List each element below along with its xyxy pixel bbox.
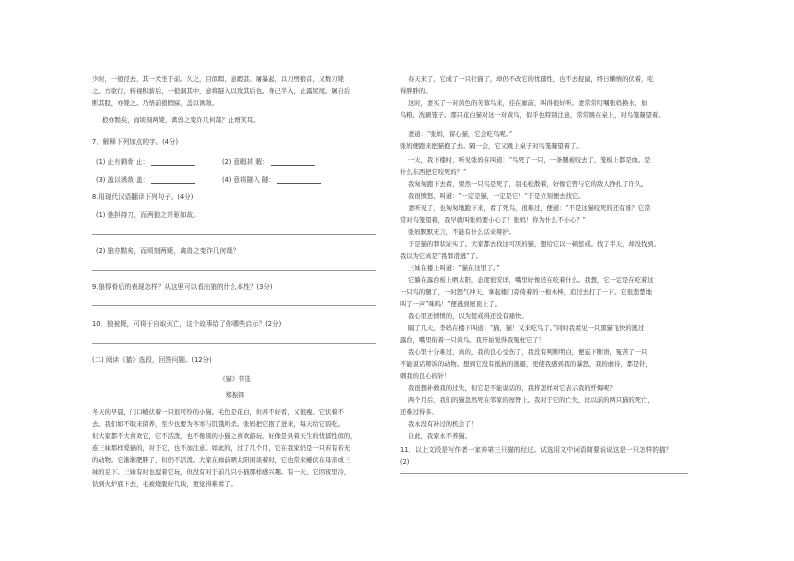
story-line: 露台，嘴里衔着一只黄鸟。我开始觉得我冤枉它了！ <box>400 337 545 344</box>
story-line: 妻道：“张妈，留心猫，它会吃鸟呢。” <box>408 131 513 138</box>
story-line: 两个月后，我们的猫忽然死在邻家的屋脊上。我对于它的亡失，比以前的两只猫的死亡， <box>408 397 654 404</box>
q7-item: (2) 意暇甚 暇： <box>222 158 315 166</box>
story-line: 连三妹那样爱猫的，对于它，也不加注意。如此的，过了几个月，它在我家仍是一只若有若无 <box>92 445 351 452</box>
story-line: 我很愤怒，叫道：“一定是猫，一定是它！”于是立刻便去找它。 <box>408 193 585 200</box>
answer-blank[interactable] <box>151 159 195 166</box>
story-line: 刺我的良心的针！ <box>400 373 451 380</box>
passage-line: 之。方欲行，转视积薪后，一狼洞其中，意将隧入以攻其后也。身已半入，止露尻尾。屠自后 <box>92 88 351 95</box>
answer-blank[interactable] <box>151 177 195 184</box>
question-8: 8.用现代汉语翻译下列句子。(4分) <box>92 193 194 201</box>
story-line: 于是猫的罪状证实了。大家都去找这可厌的猫，想给它以一顿惩戒。找了半天，却没找到。 <box>408 241 660 248</box>
answer-blank[interactable] <box>277 177 321 184</box>
section-heading: (二) 阅读《猫》选段，回答问题。(12分) <box>92 356 212 364</box>
story-line: 一只鸟的腿了，一时怒气冲天，拿起楼门旁倚着的一根木棒，追过去打了一下。它很悲楚地 <box>400 289 652 296</box>
story-line: 得胖胖的。 <box>400 88 432 95</box>
answer-line[interactable] <box>92 270 376 271</box>
story-line: 隔了几天，李妈在楼下叫道：“猫，猫！又来吃鸟了。”同时我看见一只黑猫飞快的逃过 <box>408 325 645 332</box>
question-10: 10．狼被毙，可将于自取灭亡，这个故事给了你哪些启示？(2分) <box>92 320 282 328</box>
story-line: 我心里十分难过，真的，我的良心受伤了，我没有判断明白，便妄下断语，冤苦了一只 <box>408 349 648 356</box>
story-line: 妻听见了，也匆匆地跑下来，看了死鸟，很难过，便道：“不是这猫咬死的还有谁？它常 <box>408 205 651 212</box>
answer-line[interactable] <box>92 234 376 235</box>
story-line: 鸟粮，洗刷笼子。那只花白猫对这一对黄鸟，似乎也特别注意，常常跳在桌上，对鸟笼凝望着。 <box>400 112 665 119</box>
story-line: 的动物。它渐渐肥胖了，但仍不活泼。大家在廊前晒太阳闲谈着时，它也常来蜷伏在母亲或三 <box>92 457 351 464</box>
story-line: 这时，妻买了一对黄色的芙蓉鸟来，挂在廊前，叫得很好听。妻常常叮嘱张妈换水，加 <box>408 100 648 107</box>
story-line: 叫了一声“咪呜！”便逃到屋顶上了。 <box>400 301 501 308</box>
story-line: 我以为它真是“畏罪潜逃”了。 <box>400 253 483 260</box>
story-line: 还难过得多。 <box>400 409 438 416</box>
story-title: 《猫》节选 <box>219 376 251 383</box>
story-line: 一天，我下楼时，听见张妈在叫道：“鸟死了一只，一条腿被咬去了，笼板上都是血。是 <box>408 157 651 164</box>
story-line: 它躺在露台板上晒太阳，态度很安详，嘴里好像还在吃着什么。我想，它一定是在吃着这 <box>408 277 654 284</box>
q8-sentence-1: (1) 弛担持刀，而两狼之并驱如故。 <box>96 211 200 219</box>
story-author: 郑振铎 <box>225 392 245 399</box>
answer-line[interactable] <box>92 343 376 344</box>
story-line: 春天来了，它成了一只壮猫了，却仍不改它的忧郁性，也不去捉鼠，终日懒惰的伏着，吃 <box>408 76 654 83</box>
story-line: 我心里还愤愤的，以为惩戒得还没有痛快。 <box>408 313 528 320</box>
answer-line[interactable] <box>92 305 376 306</box>
story-line: 自此，我家永不养猫。 <box>408 433 471 440</box>
q7-item: (1) 止有剩骨 止： <box>96 158 195 166</box>
passage-line: 少时，一狼径去，其一犬坐于前。久之，目似瞑，意暇甚。屠暴起，以刀劈狼首，又数刀毙 <box>92 76 344 83</box>
story-line: 不能说话辩诉的动物。想到它没有抵抗的逃避，更使我感到我的暴怒，我的虐待，都是针， <box>400 361 652 368</box>
story-line: 什么东西把它咬死的？” <box>400 169 467 176</box>
story-line: 三妹在楼上叫道：“猫在这里了。” <box>408 265 500 272</box>
question-11: 11．以上文段是写作者一家养第三只猫的经过。试选用文中词语简要说说这是一只怎样的猫？ <box>400 446 673 454</box>
q7-item: (4) 意将隧入 隧： <box>222 176 321 184</box>
question-7: 7．解释下列加点的字。(4分) <box>92 138 179 146</box>
story-line: 我匆匆跑下去看，果然一只鸟是死了，羽毛松散着，好像它曾与它的敌人挣扎了许久。 <box>408 181 648 188</box>
story-line: 妹的足下。三妹有时也逗着它玩，但没有对于前几只小猫那样感兴趣。有一天，它因夜里冷， <box>92 469 351 476</box>
story-line: 我很想补救我的过失，但它是不能说话的，我将怎样对它表示我的忏悔呢？ <box>408 385 616 392</box>
passage-line: 狼亦黠矣，而顷刻两毙，禽兽之变诈几何哉？止增笑耳。 <box>102 117 260 124</box>
q7-item: (3) 盖以诱敌 盖： <box>96 176 195 184</box>
story-line: 常对鸟笼望着，我早就叫张妈要小心了！张妈！你为什么不小心？” <box>400 217 586 224</box>
story-line: 去。我们如不取来留养，至少也要为冬寒与饥饿所杀。张妈把它抱了进来，每天给它饭吃。 <box>92 421 344 428</box>
story-line: 张妈默默无言，不能有什么话来辩护。 <box>408 229 516 236</box>
question-9: 9.狼得骨后的表现怎样？从这里可以看出狼的什么本性？(3分) <box>92 283 273 291</box>
q8-sentence-2: (2) 狼亦黠矣，而顷刻两毙，禽兽之变诈几何哉？ <box>96 247 240 255</box>
story-line: 钻到火炉底下去，毛被烧脱好几块，更觉得难看了。 <box>92 481 237 488</box>
question-11-score: (2) <box>400 458 410 466</box>
story-line: 冬天的早晨，门口蜷伏着一只很可怜的小猫。毛色是花白，但并不好看，又很瘦。它伏着不 <box>92 409 344 416</box>
answer-blank[interactable] <box>271 159 315 166</box>
answer-line[interactable] <box>400 473 688 474</box>
passage-line: 断其股，亦毙之。乃悟前狼假寐，盖以诱敌。 <box>92 100 218 107</box>
story-line: 张妈便跑来把猫抱了去。隔一会，它又跳上桌子对鸟笼凝望着了。 <box>400 143 583 150</box>
story-line: 我永没有补过的机会了！ <box>408 421 478 428</box>
story-line: 但大家都不大喜欢它，它不活泼，也不像别的小猫之喜欢游玩，好像是具着天生的忧郁性似的， <box>92 433 357 440</box>
